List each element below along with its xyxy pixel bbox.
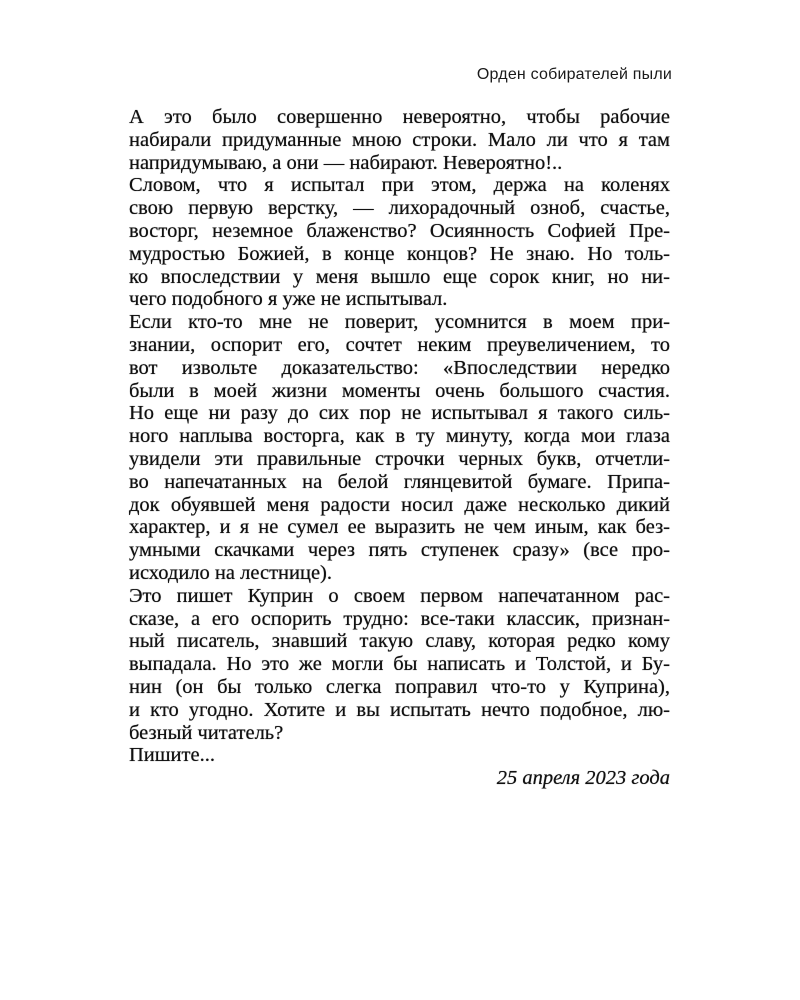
text-line: безный читатель? bbox=[129, 721, 284, 744]
text-line: сказе, а его оспорить трудно: все-таки классик, признан- bbox=[129, 607, 670, 630]
text-line: ко впоследствии у меня вышло еще сорок книг, но ни- bbox=[129, 265, 670, 288]
text-line: свою первую верстку, — лихорадочный озноб, счастье, bbox=[129, 197, 670, 220]
text-line: выпадала. Но это же могли бы написать и Толстой, и Бу- bbox=[129, 653, 670, 676]
running-title: Орден собирателей пыли bbox=[476, 66, 672, 83]
text-line: умными скачками через пять ступенек сразу» (все про- bbox=[129, 539, 670, 562]
text-line: исходило на лестнице). bbox=[129, 561, 332, 584]
date-line: 25 апреля 2023 года bbox=[496, 767, 670, 790]
text-line: док обуявшей меня радости носил даже несколько дикий bbox=[129, 493, 670, 516]
text-line: Пишите... bbox=[129, 744, 215, 767]
text-line: А это было совершенно невероятно, чтобы рабочие bbox=[129, 106, 670, 128]
text-line: вот извольте доказательство: «Впоследствии нередко bbox=[129, 356, 670, 379]
text-line: мудростью Божией, в конце концов? Не знаю. Но толь- bbox=[129, 242, 670, 265]
text-line: чего подобного я уже не испытывал. bbox=[129, 288, 448, 311]
text-line: Если кто-то мне не поверит, усомнится в моем при- bbox=[129, 311, 670, 334]
text-line: восторг, неземное блаженство? Осиянность Софией Пре- bbox=[129, 219, 670, 242]
text-line: были в моей жизни моменты очень большого счастия. bbox=[129, 379, 670, 402]
text-line: во напечатанных на белой глянцевитой бумаге. Припа- bbox=[129, 470, 670, 493]
text-line: напридумываю, а они — набирают. Невероятно!.. bbox=[129, 151, 563, 174]
text-line: Словом, что я испытал при этом, держа на коленях bbox=[129, 174, 670, 197]
text-line: знании, оспорит его, сочтет неким преувеличением, то bbox=[129, 333, 670, 356]
text-line: Но еще ни разу до сих пор не испытывал я такого силь- bbox=[129, 402, 670, 425]
text-line: увидели эти правильные строчки черных букв, отчетли- bbox=[129, 447, 670, 470]
text-line: характер, и я не сумел ее выразить не чем иным, как без- bbox=[129, 516, 670, 539]
body-text bbox=[129, 106, 670, 790]
text-line: нин (он бы только слегка поправил что-то у Куприна), bbox=[129, 675, 670, 698]
text-line: и кто угодно. Хотите и вы испытать нечто подобное, лю- bbox=[129, 698, 670, 721]
text-line: набирали придуманные мною строки. Мало ли что я там bbox=[129, 128, 670, 151]
text-line: ного наплыва восторга, как в ту минуту, когда мои глаза bbox=[129, 425, 670, 448]
text-line: ный писатель, знавший такую славу, которая редко кому bbox=[129, 630, 670, 653]
text-line: Это пишет Куприн о своем первом напечатанном рас- bbox=[129, 584, 670, 607]
